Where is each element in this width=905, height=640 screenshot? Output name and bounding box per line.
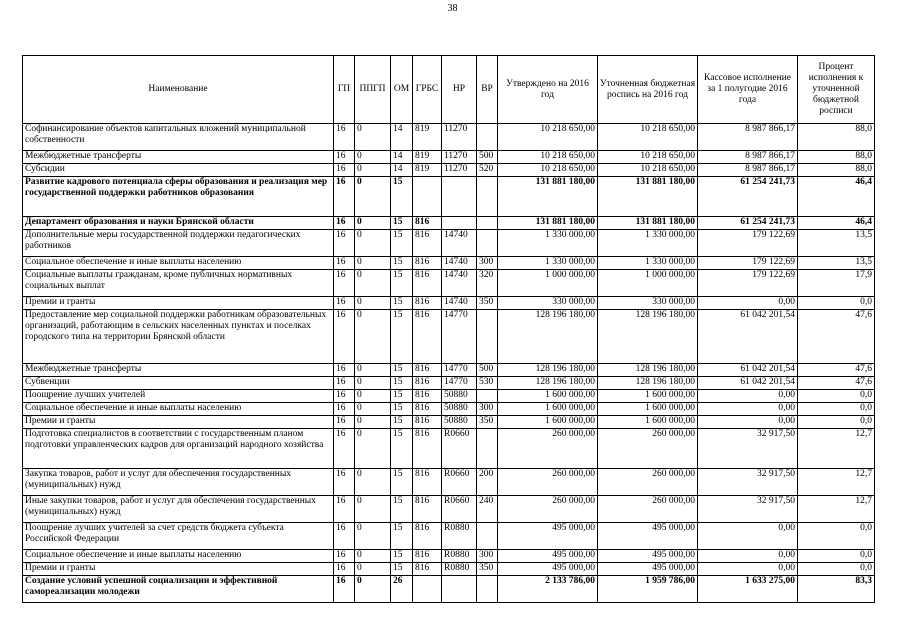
cell-gp: 16	[334, 217, 355, 230]
cell-name: Социальное обеспечение и иные выплаты населению	[23, 550, 334, 563]
cell-ppgp: 0	[355, 230, 391, 257]
cell-grbs: 816	[413, 496, 442, 523]
cell-grbs	[413, 576, 442, 603]
cell-vr	[477, 124, 498, 151]
header-np: НР	[442, 56, 477, 124]
cell-grbs: 816	[413, 429, 442, 469]
cell-approved: 1 330 000,00	[498, 230, 598, 257]
cell-gp: 16	[334, 177, 355, 217]
cell-gp: 16	[334, 230, 355, 257]
cell-refined: 128 196 180,00	[598, 377, 698, 390]
cell-om: 14	[391, 124, 413, 151]
cell-name: Предоставление мер социальной поддержки работникам образовательных организаций, работающим в сельских населенных пунктах и поселках городского типа на территории Брянской области	[23, 310, 334, 364]
cell-gp: 16	[334, 297, 355, 310]
cell-om: 14	[391, 151, 413, 164]
cell-percent: 88,0	[798, 164, 875, 177]
cell-np: 14740	[442, 270, 477, 297]
cell-gp: 16	[334, 496, 355, 523]
cell-name: Премии и гранты	[23, 416, 334, 429]
budget-table	[22, 55, 875, 603]
cell-approved: 131 881 180,00	[498, 177, 598, 217]
header-om: ОМ	[391, 56, 413, 124]
cell-vr: 200	[477, 469, 498, 496]
cell-percent: 12,7	[798, 496, 875, 523]
cell-np: 11270	[442, 164, 477, 177]
cell-cash: 1 633 275,00	[698, 576, 798, 603]
cell-ppgp: 0	[355, 403, 391, 416]
cell-percent: 0,0	[798, 403, 875, 416]
table-row	[23, 230, 875, 257]
cell-grbs: 819	[413, 164, 442, 177]
cell-grbs: 816	[413, 364, 442, 377]
cell-cash: 32 917,50	[698, 496, 798, 523]
cell-om: 15	[391, 364, 413, 377]
cell-refined: 260 000,00	[598, 429, 698, 469]
cell-np: 11270	[442, 151, 477, 164]
cell-ppgp: 0	[355, 390, 391, 403]
cell-om: 15	[391, 496, 413, 523]
cell-cash: 61 254 241,73	[698, 177, 798, 217]
cell-vr	[477, 177, 498, 217]
cell-refined: 128 196 180,00	[598, 364, 698, 377]
cell-ppgp: 0	[355, 469, 391, 496]
cell-grbs: 816	[413, 297, 442, 310]
cell-vr: 530	[477, 377, 498, 390]
cell-gp: 16	[334, 403, 355, 416]
header-cash: Кассовое исполнение за 1 полугодие 2016 года	[698, 56, 798, 124]
cell-gp: 16	[334, 550, 355, 563]
cell-np	[442, 177, 477, 217]
table-row	[23, 124, 875, 151]
cell-approved: 2 133 786,00	[498, 576, 598, 603]
cell-vr	[477, 390, 498, 403]
cell-ppgp: 0	[355, 164, 391, 177]
cell-cash: 8 987 866,17	[698, 124, 798, 151]
cell-grbs: 816	[413, 416, 442, 429]
cell-np: R0880	[442, 523, 477, 550]
table-row	[23, 563, 875, 576]
cell-percent: 12,7	[798, 469, 875, 496]
cell-percent: 17,9	[798, 270, 875, 297]
header-gp: ГП	[334, 56, 355, 124]
cell-np: 14770	[442, 310, 477, 364]
cell-approved: 10 218 650,00	[498, 124, 598, 151]
cell-name: Социальное обеспечение и иные выплаты населению	[23, 257, 334, 270]
table-row	[23, 416, 875, 429]
table-row	[23, 177, 875, 217]
cell-gp: 16	[334, 416, 355, 429]
cell-cash: 8 987 866,17	[698, 151, 798, 164]
cell-np: R0660	[442, 429, 477, 469]
cell-refined: 1 330 000,00	[598, 257, 698, 270]
cell-np: 50880	[442, 416, 477, 429]
cell-om: 15	[391, 563, 413, 576]
cell-np: R0880	[442, 563, 477, 576]
table-header-row	[23, 56, 875, 124]
cell-gp: 16	[334, 390, 355, 403]
cell-refined: 495 000,00	[598, 523, 698, 550]
header-approved: Утверждено на 2016 год	[498, 56, 598, 124]
cell-vr: 300	[477, 550, 498, 563]
cell-ppgp: 0	[355, 429, 391, 469]
cell-refined: 260 000,00	[598, 469, 698, 496]
cell-gp: 16	[334, 364, 355, 377]
cell-gp: 16	[334, 151, 355, 164]
cell-grbs: 816	[413, 403, 442, 416]
cell-percent: 0,0	[798, 523, 875, 550]
cell-grbs: 816	[413, 563, 442, 576]
cell-om: 15	[391, 177, 413, 217]
table-row	[23, 270, 875, 297]
cell-grbs: 816	[413, 377, 442, 390]
cell-percent: 88,0	[798, 124, 875, 151]
table-row	[23, 403, 875, 416]
cell-name: Премии и гранты	[23, 563, 334, 576]
cell-om: 15	[391, 416, 413, 429]
cell-grbs: 819	[413, 151, 442, 164]
cell-om: 15	[391, 230, 413, 257]
cell-ppgp: 0	[355, 563, 391, 576]
cell-grbs: 816	[413, 523, 442, 550]
cell-percent: 47,6	[798, 377, 875, 390]
cell-approved: 1 330 000,00	[498, 257, 598, 270]
cell-np: 14740	[442, 257, 477, 270]
cell-gp: 16	[334, 377, 355, 390]
cell-gp: 16	[334, 523, 355, 550]
cell-refined: 131 881 180,00	[598, 177, 698, 217]
cell-om: 15	[391, 429, 413, 469]
cell-np: 11270	[442, 124, 477, 151]
cell-approved: 131 881 180,00	[498, 217, 598, 230]
cell-cash: 0,00	[698, 416, 798, 429]
cell-np: 14770	[442, 364, 477, 377]
table-row	[23, 390, 875, 403]
cell-cash: 179 122,69	[698, 270, 798, 297]
cell-ppgp: 0	[355, 550, 391, 563]
cell-om: 14	[391, 164, 413, 177]
cell-vr: 240	[477, 496, 498, 523]
cell-refined: 1 330 000,00	[598, 230, 698, 257]
cell-om: 15	[391, 217, 413, 230]
cell-vr	[477, 576, 498, 603]
cell-cash: 32 917,50	[698, 469, 798, 496]
cell-cash: 0,00	[698, 390, 798, 403]
table-row	[23, 496, 875, 523]
cell-cash: 61 042 201,54	[698, 364, 798, 377]
cell-percent: 0,0	[798, 390, 875, 403]
cell-vr: 320	[477, 270, 498, 297]
table-row	[23, 576, 875, 603]
cell-ppgp: 0	[355, 297, 391, 310]
cell-ppgp: 0	[355, 257, 391, 270]
cell-refined: 10 218 650,00	[598, 164, 698, 177]
cell-percent: 83,3	[798, 576, 875, 603]
cell-approved: 495 000,00	[498, 550, 598, 563]
cell-name: Развитие кадрового потенциала сферы образования и реализация мер государственной поддержки работников образования	[23, 177, 334, 217]
cell-grbs: 816	[413, 217, 442, 230]
cell-vr	[477, 429, 498, 469]
cell-ppgp: 0	[355, 151, 391, 164]
cell-percent: 88,0	[798, 151, 875, 164]
cell-refined: 10 218 650,00	[598, 151, 698, 164]
cell-name: Субсидии	[23, 164, 334, 177]
cell-approved: 1 600 000,00	[498, 403, 598, 416]
cell-name: Софинансирование объектов капитальных вложений муниципальной собственности	[23, 124, 334, 151]
cell-cash: 0,00	[698, 297, 798, 310]
table-row	[23, 377, 875, 390]
cell-percent: 0,0	[798, 297, 875, 310]
cell-grbs: 816	[413, 270, 442, 297]
cell-ppgp: 0	[355, 523, 391, 550]
cell-refined: 1 000 000,00	[598, 270, 698, 297]
cell-np: R0660	[442, 496, 477, 523]
cell-approved: 128 196 180,00	[498, 364, 598, 377]
cell-gp: 16	[334, 257, 355, 270]
cell-name: Социальное обеспечение и иные выплаты населению	[23, 403, 334, 416]
cell-name: Дополнительные меры государственной поддержки педагогических работников	[23, 230, 334, 257]
cell-gp: 16	[334, 270, 355, 297]
cell-approved: 10 218 650,00	[498, 151, 598, 164]
table-row	[23, 364, 875, 377]
cell-approved: 330 000,00	[498, 297, 598, 310]
cell-np: R0660	[442, 469, 477, 496]
cell-refined: 330 000,00	[598, 297, 698, 310]
cell-ppgp: 0	[355, 310, 391, 364]
cell-om: 15	[391, 523, 413, 550]
cell-vr: 300	[477, 403, 498, 416]
table-row	[23, 429, 875, 469]
table-body	[23, 124, 875, 603]
table-row	[23, 257, 875, 270]
cell-refined: 1 959 786,00	[598, 576, 698, 603]
cell-name: Межбюджетные трансферты	[23, 364, 334, 377]
cell-percent: 0,0	[798, 563, 875, 576]
header-percent: Процент исполнения к уточненной бюджетной росписи	[798, 56, 875, 124]
cell-name: Социальные выплаты гражданам, кроме публичных нормативных социальных выплат	[23, 270, 334, 297]
cell-name: Создание условий успешной социализации и эффективной самореализации молодежи	[23, 576, 334, 603]
cell-om: 15	[391, 270, 413, 297]
cell-cash: 8 987 866,17	[698, 164, 798, 177]
cell-om: 15	[391, 377, 413, 390]
cell-np: R0880	[442, 550, 477, 563]
cell-percent: 13,5	[798, 230, 875, 257]
table-row	[23, 469, 875, 496]
cell-grbs: 816	[413, 310, 442, 364]
cell-name: Поощрение лучших учителей	[23, 390, 334, 403]
header-vr: ВР	[477, 56, 498, 124]
cell-percent: 13,5	[798, 257, 875, 270]
cell-vr: 300	[477, 257, 498, 270]
cell-np	[442, 576, 477, 603]
header-grbs: ГРБС	[413, 56, 442, 124]
cell-approved: 1 600 000,00	[498, 390, 598, 403]
cell-percent: 47,6	[798, 364, 875, 377]
cell-ppgp: 0	[355, 177, 391, 217]
cell-name: Подготовка специалистов в соответствии с государственным планом подготовки управленческих кадров для организаций народного хозяйства	[23, 429, 334, 469]
page-number: 38	[447, 3, 458, 14]
cell-vr	[477, 217, 498, 230]
cell-approved: 10 218 650,00	[498, 164, 598, 177]
cell-cash: 61 042 201,54	[698, 377, 798, 390]
cell-om: 15	[391, 257, 413, 270]
cell-om: 15	[391, 550, 413, 563]
cell-ppgp: 0	[355, 217, 391, 230]
cell-gp: 16	[334, 310, 355, 364]
cell-name: Премии и гранты	[23, 297, 334, 310]
cell-om: 15	[391, 297, 413, 310]
table-row	[23, 523, 875, 550]
cell-grbs: 816	[413, 550, 442, 563]
cell-gp: 16	[334, 429, 355, 469]
cell-cash: 179 122,69	[698, 257, 798, 270]
cell-np: 14740	[442, 297, 477, 310]
cell-name: Поощрение лучших учителей за счет средств бюджета субъекта Российской Федерации	[23, 523, 334, 550]
cell-grbs: 819	[413, 124, 442, 151]
cell-vr: 350	[477, 563, 498, 576]
cell-approved: 1 000 000,00	[498, 270, 598, 297]
cell-cash: 61 042 201,54	[698, 310, 798, 364]
cell-vr	[477, 523, 498, 550]
cell-refined: 131 881 180,00	[598, 217, 698, 230]
cell-cash: 0,00	[698, 563, 798, 576]
cell-approved: 260 000,00	[498, 496, 598, 523]
cell-percent: 12,7	[798, 429, 875, 469]
header-refined: Уточненная бюджетная роспись на 2016 год	[598, 56, 698, 124]
cell-refined: 1 600 000,00	[598, 416, 698, 429]
cell-ppgp: 0	[355, 496, 391, 523]
cell-grbs: 816	[413, 257, 442, 270]
cell-refined: 495 000,00	[598, 550, 698, 563]
cell-om: 15	[391, 403, 413, 416]
cell-ppgp: 0	[355, 576, 391, 603]
cell-om: 15	[391, 469, 413, 496]
cell-vr: 500	[477, 151, 498, 164]
table-row	[23, 310, 875, 364]
cell-refined: 260 000,00	[598, 496, 698, 523]
cell-np	[442, 217, 477, 230]
cell-grbs	[413, 177, 442, 217]
cell-ppgp: 0	[355, 270, 391, 297]
cell-vr: 350	[477, 416, 498, 429]
table-row	[23, 550, 875, 563]
cell-vr	[477, 230, 498, 257]
cell-vr	[477, 310, 498, 364]
cell-ppgp: 0	[355, 124, 391, 151]
cell-vr: 520	[477, 164, 498, 177]
cell-name: Департамент образования и науки Брянской области	[23, 217, 334, 230]
cell-cash: 0,00	[698, 550, 798, 563]
cell-approved: 260 000,00	[498, 469, 598, 496]
cell-om: 15	[391, 310, 413, 364]
cell-vr: 500	[477, 364, 498, 377]
cell-vr: 350	[477, 297, 498, 310]
cell-refined: 10 218 650,00	[598, 124, 698, 151]
cell-ppgp: 0	[355, 364, 391, 377]
cell-percent: 46,4	[798, 177, 875, 217]
header-ppgp: ППГП	[355, 56, 391, 124]
cell-om: 26	[391, 576, 413, 603]
cell-approved: 495 000,00	[498, 563, 598, 576]
cell-name: Закупка товаров, работ и услуг для обеспечения государственных (муниципальных) нужд	[23, 469, 334, 496]
cell-gp: 16	[334, 576, 355, 603]
cell-name: Субвенции	[23, 377, 334, 390]
cell-percent: 0,0	[798, 550, 875, 563]
cell-refined: 495 000,00	[598, 563, 698, 576]
cell-refined: 1 600 000,00	[598, 390, 698, 403]
cell-percent: 47,6	[798, 310, 875, 364]
cell-approved: 495 000,00	[498, 523, 598, 550]
cell-approved: 128 196 180,00	[498, 377, 598, 390]
table-row	[23, 297, 875, 310]
table-row	[23, 217, 875, 230]
cell-np: 14740	[442, 230, 477, 257]
cell-cash: 32 917,50	[698, 429, 798, 469]
cell-percent: 46,4	[798, 217, 875, 230]
cell-np: 50880	[442, 390, 477, 403]
cell-approved: 1 600 000,00	[498, 416, 598, 429]
cell-name: Межбюджетные трансферты	[23, 151, 334, 164]
cell-grbs: 816	[413, 230, 442, 257]
cell-cash: 179 122,69	[698, 230, 798, 257]
cell-cash: 61 254 241,73	[698, 217, 798, 230]
cell-om: 15	[391, 390, 413, 403]
cell-np: 14770	[442, 377, 477, 390]
cell-np: 50880	[442, 403, 477, 416]
cell-gp: 16	[334, 469, 355, 496]
cell-refined: 128 196 180,00	[598, 310, 698, 364]
cell-cash: 0,00	[698, 403, 798, 416]
cell-approved: 128 196 180,00	[498, 310, 598, 364]
table-row	[23, 164, 875, 177]
cell-grbs: 816	[413, 390, 442, 403]
cell-name: Иные закупки товаров, работ и услуг для обеспечения государственных (муниципальных) нужд	[23, 496, 334, 523]
cell-gp: 16	[334, 164, 355, 177]
cell-gp: 16	[334, 563, 355, 576]
header-name: Наименование	[23, 56, 334, 124]
table-row	[23, 151, 875, 164]
cell-ppgp: 0	[355, 416, 391, 429]
cell-gp: 16	[334, 124, 355, 151]
cell-cash: 0,00	[698, 523, 798, 550]
cell-grbs: 816	[413, 469, 442, 496]
cell-refined: 1 600 000,00	[598, 403, 698, 416]
cell-ppgp: 0	[355, 377, 391, 390]
cell-approved: 260 000,00	[498, 429, 598, 469]
cell-percent: 0,0	[798, 416, 875, 429]
